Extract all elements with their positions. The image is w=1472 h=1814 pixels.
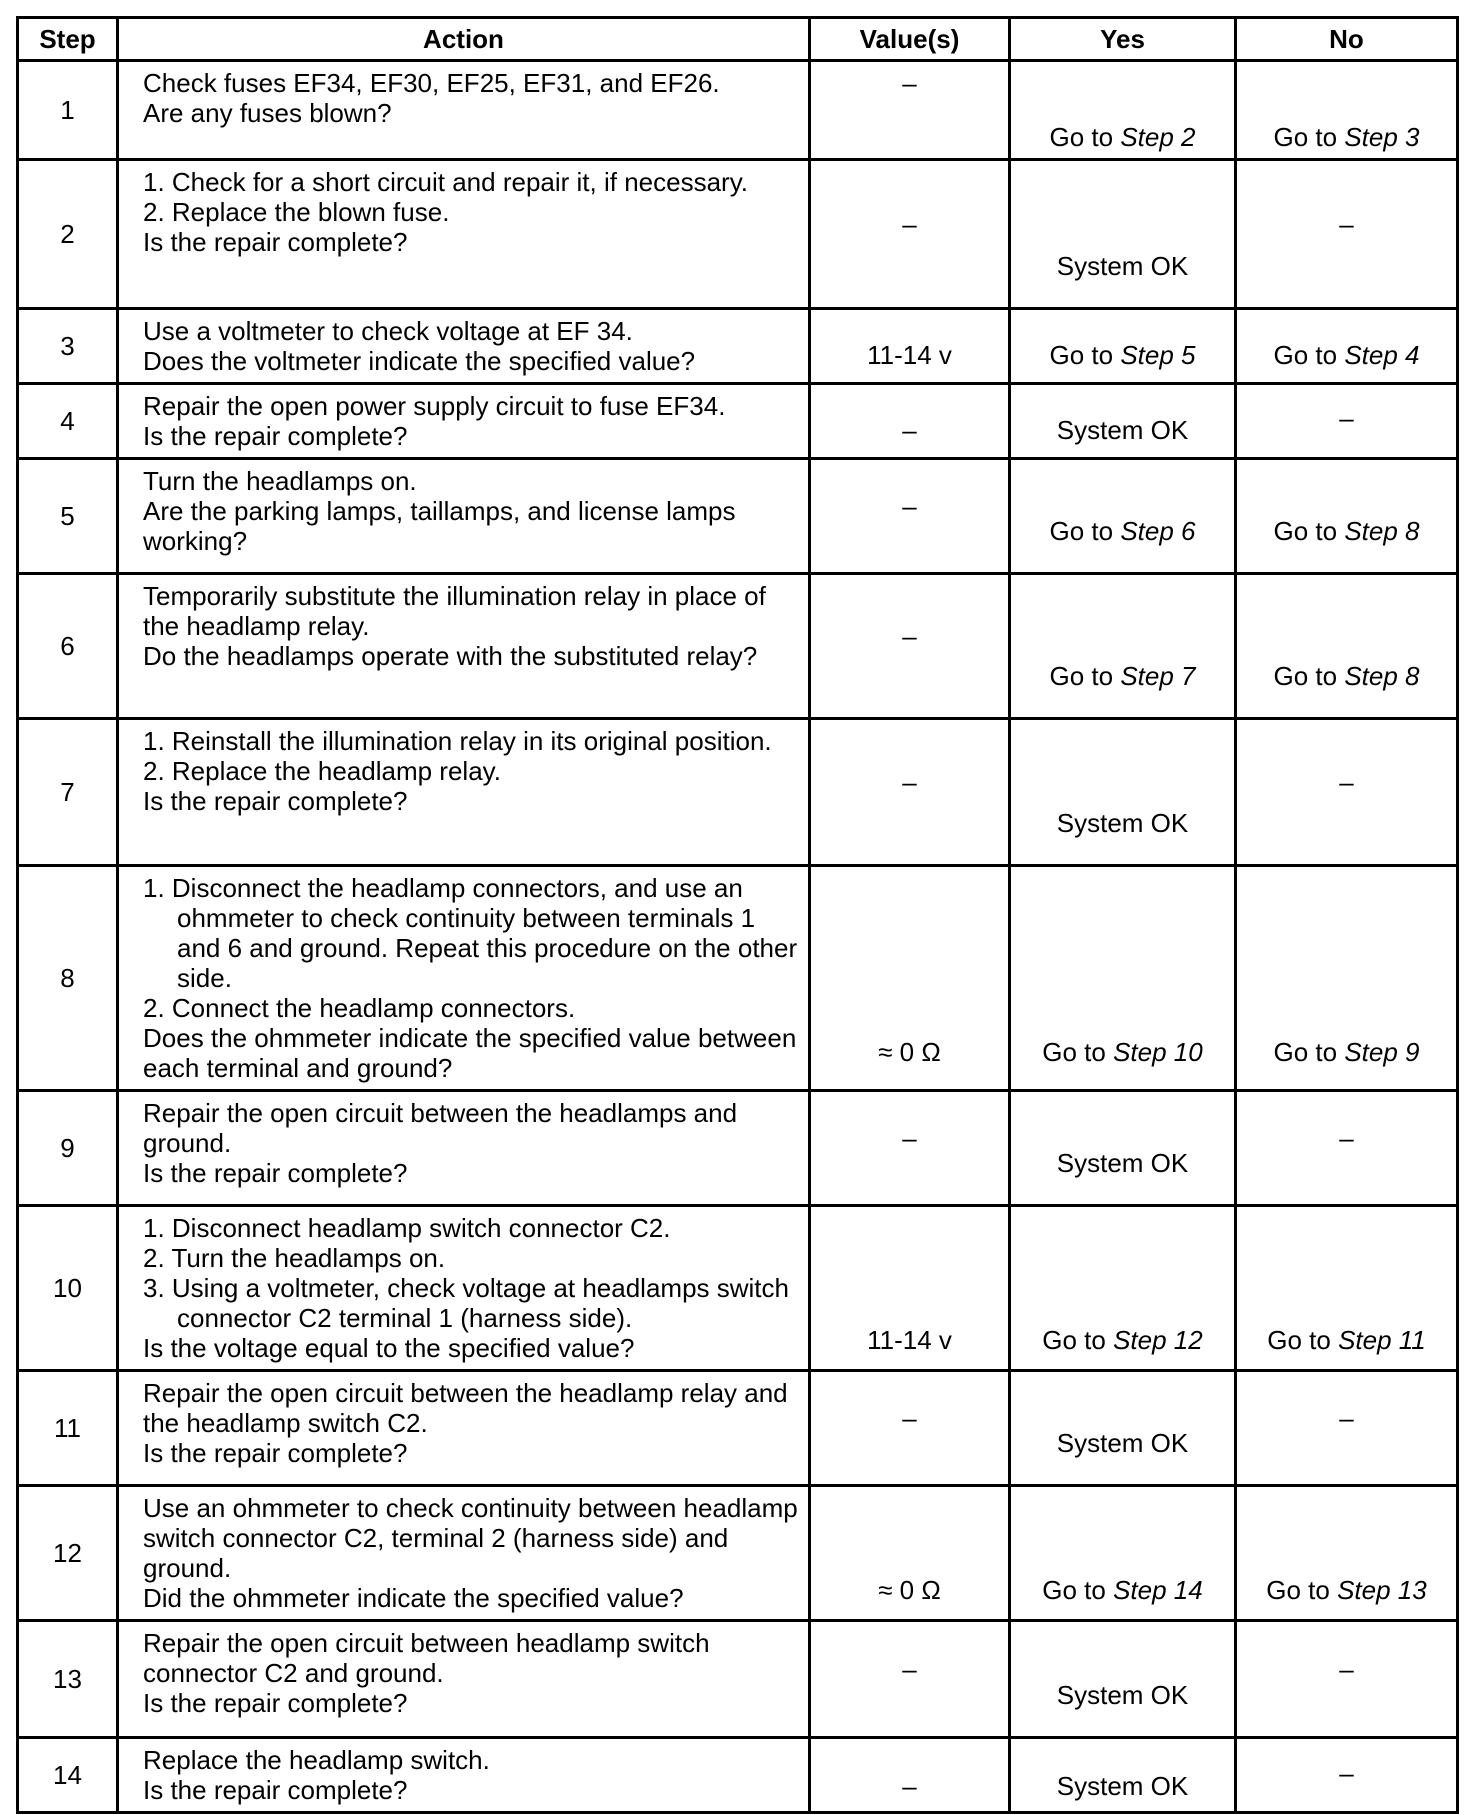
value-cell-text: –	[902, 68, 917, 98]
yes-cell-text: System OK	[1056, 1771, 1189, 1801]
no-cell-text: –	[1339, 209, 1354, 239]
action-cell	[118, 1486, 810, 1621]
value-cell	[810, 1371, 1010, 1486]
action-item: 1. Disconnect headlamp switch connector C2.	[143, 1213, 671, 1243]
step-number: 14	[18, 1738, 118, 1813]
yes-cell	[1010, 1621, 1236, 1738]
yes-cell-text: Go to Step 10	[1042, 1037, 1203, 1067]
no-cell	[1236, 719, 1458, 866]
action-item: 1. Disconnect the headlamp connectors, and use an ohmmeter to check continuity between terminals 1 and 6 and ground. Repeat this procedure on the other side.	[143, 873, 798, 993]
yes-step-link: Step 10	[1113, 1037, 1203, 1067]
yes-cell-text: System OK	[1056, 1428, 1189, 1458]
yes-cell	[1010, 1091, 1236, 1206]
yes-cell	[1010, 160, 1236, 309]
value-cell	[810, 1486, 1010, 1621]
table-row	[18, 459, 1458, 574]
no-cell-text: –	[1339, 1123, 1354, 1153]
value-cell	[810, 866, 1010, 1091]
step-number: 4	[18, 384, 118, 459]
action-line: Use a voltmeter to check voltage at EF 34.	[143, 316, 633, 346]
step-number: 6	[18, 574, 118, 719]
action-cell	[118, 1738, 810, 1813]
action-line: Repair the open power supply circuit to fuse EF34.	[143, 391, 726, 421]
action-line: Does the voltmeter indicate the specified value?	[143, 346, 696, 376]
action-line: Did the ohmmeter indicate the specified value?	[143, 1583, 684, 1613]
no-cell	[1236, 1738, 1458, 1813]
yes-cell	[1010, 1206, 1236, 1371]
no-step-link: Step 8	[1344, 516, 1420, 546]
action-cell	[118, 309, 810, 384]
table-row	[18, 160, 1458, 309]
yes-cell	[1010, 61, 1236, 160]
no-cell-text: –	[1339, 767, 1354, 797]
value-cell-text: ≈ 0 Ω	[878, 1037, 941, 1067]
action-cell	[118, 866, 810, 1091]
value-cell	[810, 1091, 1010, 1206]
action-line: Is the repair complete?	[143, 1438, 408, 1468]
header-no: No	[1236, 18, 1458, 61]
action-line: Repair the open circuit between the headlamp relay and the headlamp switch C2.	[143, 1378, 788, 1438]
table-row	[18, 1486, 1458, 1621]
value-cell	[810, 459, 1010, 574]
yes-step-link: Step 14	[1113, 1575, 1203, 1605]
no-cell-text: Go to Step 9	[1273, 1037, 1420, 1067]
no-cell	[1236, 1371, 1458, 1486]
header-values: Value(s)	[810, 18, 1010, 61]
value-cell-text: –	[902, 1654, 917, 1684]
action-line: Repair the open circuit between the headlamps and ground.	[143, 1098, 738, 1158]
header-action: Action	[118, 18, 810, 61]
table-row	[18, 384, 1458, 459]
action-cell	[118, 160, 810, 309]
table-row	[18, 866, 1458, 1091]
step-number: 1	[18, 61, 118, 160]
yes-cell-text: Go to Step 12	[1042, 1325, 1203, 1355]
action-cell	[118, 1621, 810, 1738]
action-line: Do the headlamps operate with the substituted relay?	[143, 641, 758, 671]
no-step-link: Step 13	[1337, 1575, 1427, 1605]
header-yes: Yes	[1010, 18, 1236, 61]
yes-step-link: Step 6	[1120, 516, 1196, 546]
no-cell	[1236, 866, 1458, 1091]
action-line: Use an ohmmeter to check continuity between headlamp switch connector C2, terminal 2 (harness side) and ground.	[143, 1493, 798, 1583]
action-cell	[118, 1091, 810, 1206]
no-step-link: Step 9	[1344, 1037, 1420, 1067]
action-item: 1. Check for a short circuit and repair it, if necessary.	[143, 167, 748, 197]
value-cell-text: –	[902, 209, 917, 239]
step-number: 11	[18, 1371, 118, 1486]
action-item: 3. Using a voltmeter, check voltage at headlamps switch connector C2 terminal 1 (harness side).	[143, 1273, 789, 1333]
action-item: 2. Replace the blown fuse.	[143, 197, 450, 227]
action-line: Replace the headlamp switch.	[143, 1745, 490, 1775]
action-question: Is the voltage equal to the specified value?	[143, 1333, 635, 1363]
table-row	[18, 574, 1458, 719]
table-body	[18, 61, 1458, 1813]
action-line: Turn the headlamps on.	[143, 466, 417, 496]
value-cell-text: 11-14 v	[867, 1325, 952, 1355]
step-number: 5	[18, 459, 118, 574]
yes-cell	[1010, 1738, 1236, 1813]
action-cell	[118, 1206, 810, 1371]
yes-cell	[1010, 309, 1236, 384]
no-cell-text: Go to Step 8	[1273, 661, 1420, 691]
action-item: 2. Turn the headlamps on.	[143, 1243, 446, 1273]
no-cell-text: –	[1339, 1654, 1354, 1684]
action-line: Temporarily substitute the illumination relay in place of the headlamp relay.	[143, 581, 766, 641]
action-cell	[118, 574, 810, 719]
action-question: Is the repair complete?	[143, 227, 408, 257]
table-row	[18, 309, 1458, 384]
action-line: Repair the open circuit between headlamp switch connector C2 and ground.	[143, 1628, 710, 1688]
header-step: Step	[18, 18, 118, 61]
action-line: Are any fuses blown?	[143, 98, 392, 128]
step-number: 13	[18, 1621, 118, 1738]
action-line: Check fuses EF34, EF30, EF25, EF31, and EF26.	[143, 68, 720, 98]
table-row	[18, 1621, 1458, 1738]
no-cell-text: Go to Step 3	[1273, 122, 1420, 152]
yes-cell-text: System OK	[1056, 251, 1189, 281]
step-number: 3	[18, 309, 118, 384]
action-question: Does the ohmmeter indicate the specified value between each terminal and ground?	[143, 1023, 797, 1083]
table-row	[18, 1091, 1458, 1206]
no-step-link: Step 4	[1344, 340, 1420, 370]
action-cell	[118, 1371, 810, 1486]
yes-cell-text: System OK	[1056, 808, 1189, 838]
diagnostic-table-page	[16, 16, 1456, 1814]
action-item: 2. Connect the headlamp connectors.	[143, 993, 576, 1023]
action-line: Is the repair complete?	[143, 421, 408, 451]
yes-cell-text: Go to Step 6	[1049, 516, 1196, 546]
no-cell-text: –	[1339, 1758, 1354, 1788]
step-number: 12	[18, 1486, 118, 1621]
step-number: 9	[18, 1091, 118, 1206]
table-row	[18, 1371, 1458, 1486]
yes-cell	[1010, 574, 1236, 719]
no-cell	[1236, 1206, 1458, 1371]
no-step-link: Step 8	[1344, 661, 1420, 691]
action-item: 2. Replace the headlamp relay.	[143, 756, 501, 786]
value-cell	[810, 574, 1010, 719]
no-step-link: Step 11	[1338, 1325, 1426, 1355]
value-cell-text: –	[902, 767, 917, 797]
no-cell-text: Go to Step 4	[1273, 340, 1420, 370]
yes-cell	[1010, 459, 1236, 574]
yes-cell	[1010, 1486, 1236, 1621]
yes-step-link: Step 2	[1120, 122, 1196, 152]
yes-cell	[1010, 384, 1236, 459]
value-cell	[810, 309, 1010, 384]
table-row	[18, 719, 1458, 866]
yes-cell	[1010, 1371, 1236, 1486]
yes-cell-text: Go to Step 14	[1042, 1575, 1203, 1605]
table-row	[18, 61, 1458, 160]
value-cell-text: –	[902, 1403, 917, 1433]
no-cell	[1236, 160, 1458, 309]
no-cell-text: Go to Step 11	[1267, 1325, 1426, 1355]
step-number: 10	[18, 1206, 118, 1371]
no-cell	[1236, 574, 1458, 719]
value-cell	[810, 160, 1010, 309]
no-step-link: Step 3	[1344, 122, 1420, 152]
yes-cell-text: System OK	[1056, 415, 1189, 445]
action-cell	[118, 459, 810, 574]
value-cell-text: ≈ 0 Ω	[878, 1575, 941, 1605]
value-cell	[810, 1206, 1010, 1371]
yes-cell-text: Go to Step 7	[1049, 661, 1196, 691]
action-line: Is the repair complete?	[143, 1775, 408, 1805]
table-row	[18, 1206, 1458, 1371]
value-cell-text: –	[902, 1771, 917, 1801]
value-cell-text: –	[902, 491, 917, 521]
value-cell	[810, 1738, 1010, 1813]
yes-step-link: Step 5	[1120, 340, 1196, 370]
no-cell-text: Go to Step 8	[1273, 516, 1420, 546]
no-cell-text: Go to Step 13	[1266, 1575, 1427, 1605]
value-cell-text: –	[902, 1123, 917, 1153]
action-line: Is the repair complete?	[143, 1158, 408, 1188]
value-cell	[810, 1621, 1010, 1738]
no-cell	[1236, 1486, 1458, 1621]
value-cell-text: 11-14 v	[867, 340, 952, 370]
step-number: 2	[18, 160, 118, 309]
header-row	[18, 18, 1458, 61]
action-cell	[118, 384, 810, 459]
yes-step-link: Step 12	[1113, 1325, 1203, 1355]
yes-cell-text: System OK	[1056, 1680, 1189, 1710]
value-cell	[810, 384, 1010, 459]
table-row	[18, 1738, 1458, 1813]
no-cell	[1236, 1621, 1458, 1738]
action-cell	[118, 719, 810, 866]
no-cell-text: –	[1339, 1403, 1354, 1433]
yes-step-link: Step 7	[1120, 661, 1196, 691]
no-cell-text: –	[1339, 403, 1354, 433]
value-cell-text: –	[902, 415, 917, 445]
no-cell	[1236, 459, 1458, 574]
yes-cell-text: System OK	[1056, 1148, 1189, 1178]
diagnostic-table	[16, 16, 1459, 1814]
value-cell-text: –	[902, 621, 917, 651]
no-cell	[1236, 384, 1458, 459]
action-line: Are the parking lamps, taillamps, and license lamps working?	[143, 496, 736, 556]
no-cell	[1236, 1091, 1458, 1206]
yes-cell	[1010, 719, 1236, 866]
action-line: Is the repair complete?	[143, 1688, 408, 1718]
yes-cell	[1010, 866, 1236, 1091]
action-item: 1. Reinstall the illumination relay in its original position.	[143, 726, 772, 756]
no-cell	[1236, 309, 1458, 384]
step-number: 7	[18, 719, 118, 866]
step-number: 8	[18, 866, 118, 1091]
action-question: Is the repair complete?	[143, 786, 408, 816]
action-cell	[118, 61, 810, 160]
yes-cell-text: Go to Step 5	[1049, 340, 1196, 370]
yes-cell-text: Go to Step 2	[1049, 122, 1196, 152]
no-cell	[1236, 61, 1458, 160]
value-cell	[810, 719, 1010, 866]
value-cell	[810, 61, 1010, 160]
